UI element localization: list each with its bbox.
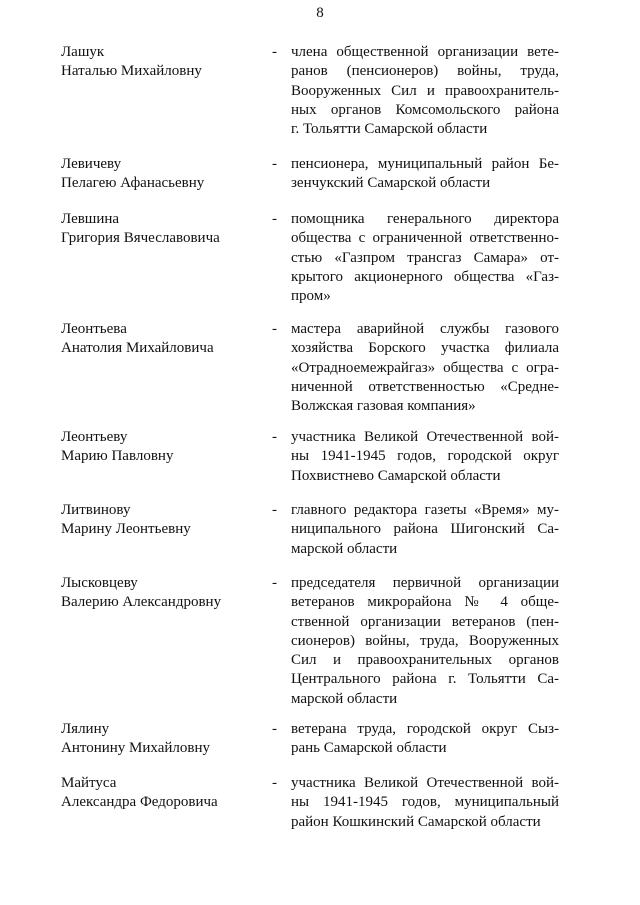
surname: Левичеву [61, 156, 122, 172]
description-line: общества с ограниченной ответственно- [291, 230, 559, 247]
position-description [291, 574, 559, 709]
dash-separator: - [272, 721, 277, 737]
description-line: г. Тольятти Самарской области [291, 121, 488, 138]
description-line: пенсионера, муниципальный район Бе- [291, 156, 559, 172]
given-names: Антонину Михайловну [61, 740, 210, 757]
given-names: Анатолия Михайловича [61, 340, 214, 357]
description-line: пром» [291, 288, 331, 305]
description-line: «Отрадноемежрайгаз» общества с огра- [291, 359, 559, 376]
description-line: стью «Газпром трансгаз Самара» от- [291, 249, 559, 266]
description-line: марской области [291, 690, 398, 707]
position-description [291, 774, 559, 832]
dash-separator: - [272, 211, 277, 227]
description-line: крытого акционерного общества «Газ- [291, 268, 559, 285]
description-line: ных органов Комсомольского района [291, 101, 559, 118]
description-line: Волжская газовая компания» [291, 398, 476, 415]
person-name [61, 501, 261, 540]
description-line: марской области [291, 540, 398, 557]
given-names: Марию Павловну [61, 448, 174, 465]
position-description [291, 155, 559, 194]
description-line: район Кошкинский Самарской области [291, 813, 541, 830]
dash-separator: - [272, 502, 277, 518]
given-names: Александра Федоровича [61, 794, 218, 811]
position-description [291, 501, 559, 559]
description-line: Сил и правоохранительных органов [291, 652, 559, 669]
person-name [61, 774, 261, 813]
dash-separator: - [272, 321, 277, 337]
position-description [291, 720, 559, 759]
dash-separator: - [272, 44, 277, 60]
person-name [61, 155, 261, 194]
given-names: Пелагею Афанасьевну [61, 175, 205, 192]
description-line: помощника генерального директора [291, 211, 559, 227]
description-line: мастера аварийной службы газового [291, 321, 559, 337]
description-line: Вооруженных Сил и правоохранитель- [291, 82, 559, 99]
page-number: 8 [316, 5, 324, 21]
given-names: Марину Леонтьевну [61, 521, 191, 538]
surname: Леонтьева [61, 321, 127, 337]
description-line: ниченной ответственностью «Средне- [291, 378, 559, 395]
dash-separator: - [272, 156, 277, 172]
position-description [291, 320, 559, 416]
surname: Лялину [61, 721, 110, 737]
description-line: Центрального района г. Тольятти Са- [291, 671, 559, 688]
description-line: сионеров) войны, труда, Вооруженных [291, 632, 559, 649]
description-line: ранов (пенсионеров) войны, труда, [291, 63, 559, 80]
person-name [61, 320, 261, 359]
person-name [61, 428, 261, 467]
surname: Литвинову [61, 502, 131, 518]
surname: Леонтьеву [61, 429, 128, 445]
description-line: ны 1941-1945 годов, муниципальный [291, 794, 559, 811]
person-name [61, 43, 261, 82]
given-names: Григория Вячеславовича [61, 230, 220, 247]
description-line: ветерана труда, городской округ Сыз- [291, 721, 559, 737]
person-name [61, 210, 261, 249]
description-line: участника Великой Отечественной вой- [291, 429, 559, 445]
given-names: Наталью Михайловну [61, 63, 202, 80]
dash-separator: - [272, 429, 277, 445]
description-line: ниципального района Шигонский Са- [291, 521, 559, 538]
person-name [61, 720, 261, 759]
position-description [291, 43, 559, 139]
description-line: хозяйства Борского участка филиала [291, 340, 559, 357]
description-line: участника Великой Отечественной вой- [291, 775, 559, 791]
description-line: зенчукский Самарской области [291, 175, 491, 192]
given-names: Валерию Александровну [61, 594, 222, 611]
person-name [61, 574, 261, 613]
surname: Лысковцеву [61, 575, 138, 591]
description-line: ветеранов микрорайона № 4 обще- [291, 594, 559, 611]
description-line: ны 1941-1945 годов, городской округ [291, 448, 559, 465]
description-line: ственной организации ветеранов (пен- [291, 613, 559, 630]
description-line: главного редактора газеты «Время» му- [291, 502, 559, 518]
description-line: Похвистнево Самарской области [291, 467, 501, 484]
description-line: рань Самарской области [291, 740, 447, 757]
description-line: председателя первичной организации [291, 575, 559, 591]
position-description [291, 210, 559, 306]
surname: Майтуса [61, 775, 117, 791]
surname: Левшина [61, 211, 120, 227]
position-description [291, 428, 559, 486]
dash-separator: - [272, 575, 277, 591]
dash-separator: - [272, 775, 277, 791]
surname: Лашук [61, 44, 105, 60]
description-line: члена общественной организации вете- [291, 44, 559, 60]
